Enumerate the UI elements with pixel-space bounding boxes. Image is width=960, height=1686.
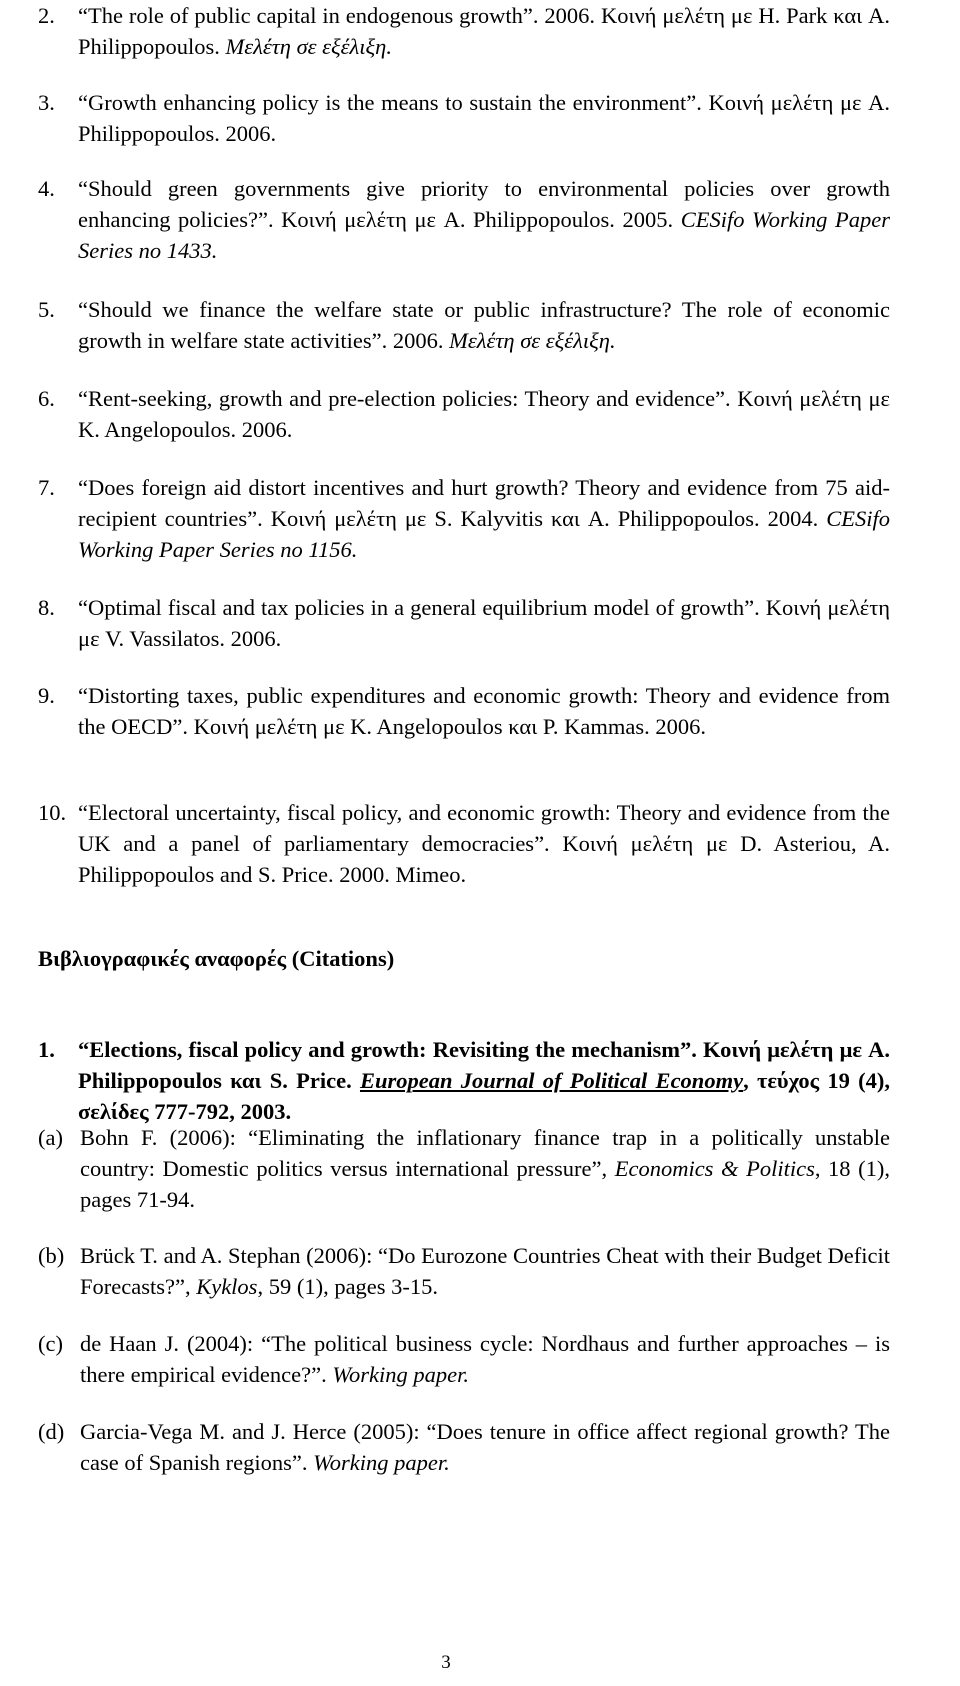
item-text: “Electoral uncertainty, fiscal policy, and economic growth: Theory and evidence from the UK and a panel of parliamentary democracies”. Κοινή μελέτη με D. Asteriou, A. Philippopoulos and S. Price. 2000. Mimeo. — [78, 800, 890, 887]
citation-label: (a) — [38, 1125, 63, 1150]
item-status: Μελέτη σε εξέλιξη. — [449, 328, 616, 353]
item-text: “Distorting taxes, public expenditures and economic growth: Theory and evidence from the OECD”. Κοινή μελέτη με K. Angelopoulos και P. Kammas. 2006. — [78, 683, 890, 739]
publication-item-8 — [38, 592, 890, 654]
citation-type: Working paper. — [313, 1450, 450, 1475]
citation-details: , 59 (1), pages 3-15. — [257, 1274, 439, 1299]
citation-label: (c) — [38, 1331, 63, 1356]
citation-type: Working paper. — [332, 1362, 470, 1387]
item-number: 8. — [38, 595, 55, 620]
publication-item-9 — [38, 680, 890, 742]
item-text: “Optimal fiscal and tax policies in a general equilibrium model of growth”. Κοινή μελέτη με V. Vassilatos. 2006. — [78, 595, 890, 651]
item-text: “Does foreign aid distort incentives and hurt growth? Theory and evidence from 75 aid-recipient countries”. Κοινή μελέτη με S. Kalyvitis και A. Philippopoulos. 2004. — [78, 475, 890, 531]
item-number: 9. — [38, 683, 55, 708]
publication-item-5 — [38, 294, 890, 356]
item-number: 10. — [38, 800, 67, 825]
publication-item-6 — [38, 383, 890, 445]
item-status: Μελέτη σε εξέλιξη. — [225, 34, 392, 59]
item-number: 4. — [38, 176, 55, 201]
citation-text: Brück T. and A. Stephan (2006): “Do Eurozone Countries Cheat with their Budget Deficit Forecasts?”, — [80, 1243, 890, 1299]
citation-d — [38, 1416, 890, 1478]
citation-details: , 18 (1), pages 71-94. — [80, 1156, 890, 1212]
citation-label: (d) — [38, 1419, 65, 1444]
item-number: 3. — [38, 90, 55, 115]
citation-c — [38, 1328, 890, 1390]
publication-item-10 — [38, 797, 890, 890]
journal-title: European Journal of Political Economy — [359, 1068, 744, 1093]
citation-text: Garcia-Vega M. and J. Herce (2005): “Does tenure in office affect regional growth? The case of Spanish regions”. — [80, 1419, 890, 1475]
citation-main-1 — [38, 1034, 890, 1127]
page-number: 3 — [441, 1652, 451, 1673]
citations-heading: Βιβλιογραφικές αναφορές (Citations) — [38, 946, 395, 971]
item-text: “The role of public capital in endogenous growth”. 2006. Κοινή μελέτη με H. Park και A. Philippopoulos. — [78, 3, 890, 59]
item-number: 7. — [38, 475, 55, 500]
journal-title: Kyklos — [196, 1274, 258, 1299]
citation-text: Bohn F. (2006): “Eliminating the inflationary finance trap in a politically unstable country: Domestic politics versus international pressure”, — [80, 1125, 890, 1181]
item-text: “Should green governments give priority to environmental policies over growth enhancing policies?”. Κοινή μελέτη με A. Philippopoulos. 2005. — [78, 176, 890, 232]
citation-text: “Elections, fiscal policy and growth: Revisiting the mechanism”. Κοινή μελέτη με A. Philippopoulos και S. Price. — [78, 1037, 890, 1093]
item-number: 6. — [38, 386, 55, 411]
item-text: “Growth enhancing policy is the means to sustain the environment”. Κοινή μελέτη με A. Philippopoulos. 2006. — [78, 90, 890, 146]
item-number: 2. — [38, 3, 55, 28]
item-series: CESifo Working Paper Series no 1156. — [78, 506, 890, 562]
item-number: 5. — [38, 297, 55, 322]
publication-item-3 — [38, 87, 890, 149]
citation-details: , τεύχος 19 (4), σελίδες 777-792, 2003. — [78, 1068, 890, 1124]
citation-text: de Haan J. (2004): “The political business cycle: Nordhaus and further approaches – is there empirical evidence?”. — [80, 1331, 890, 1387]
item-series: CESifo Working Paper Series no 1433. — [78, 207, 890, 263]
publication-item-4 — [38, 173, 890, 266]
item-text: “Should we finance the welfare state or public infrastructure? The role of economic growth in welfare state activities”. 2006. — [78, 297, 890, 353]
citation-number: 1. — [38, 1037, 55, 1062]
journal-title: Economics & Politics — [614, 1156, 815, 1181]
item-text: “Rent-seeking, growth and pre-election policies: Theory and evidence”. Κοινή μελέτη με K. Angelopoulos. 2006. — [78, 386, 890, 442]
citation-a — [38, 1122, 890, 1215]
publication-item-7 — [38, 472, 890, 565]
citation-b — [38, 1240, 890, 1302]
citation-label: (b) — [38, 1243, 65, 1268]
publication-item-2 — [38, 0, 890, 62]
